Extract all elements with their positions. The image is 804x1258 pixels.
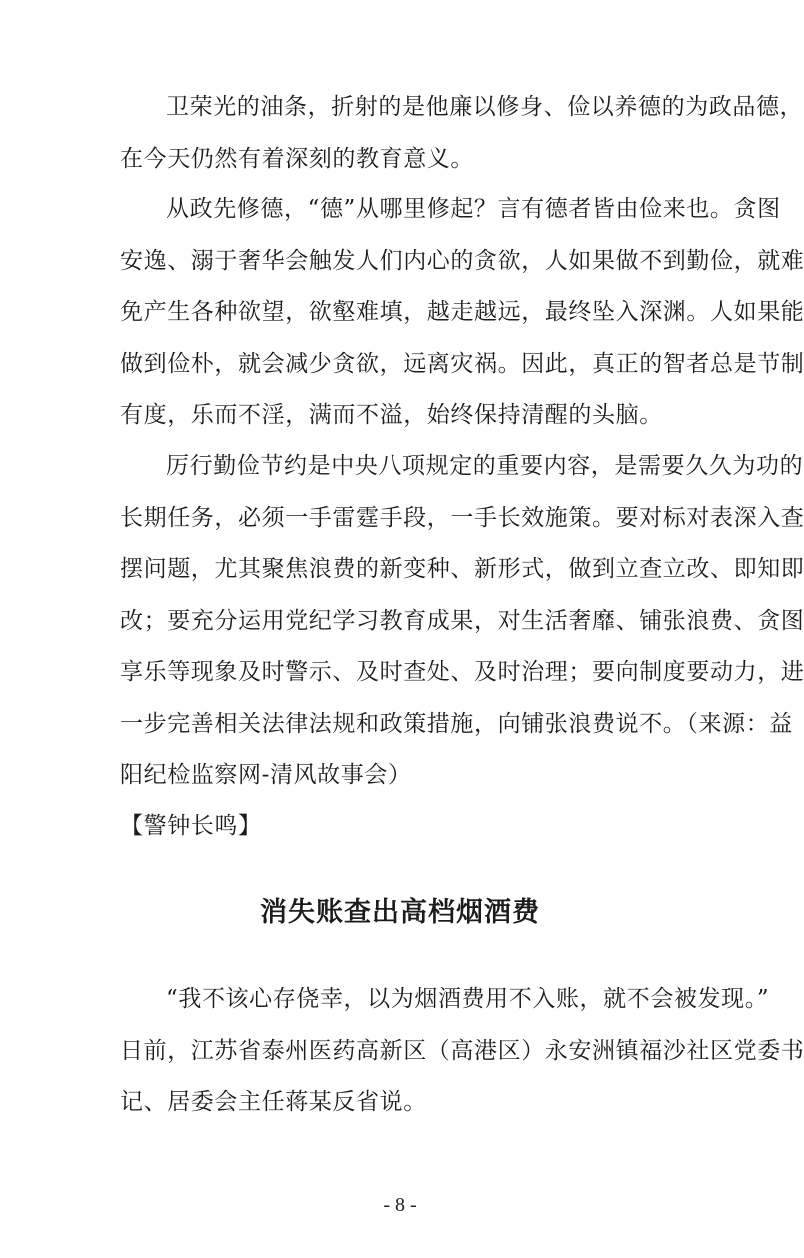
paragraph-line: 一步完善相关法律法规和政策措施，向铺张浪费说不。（来源：益 bbox=[120, 710, 793, 737]
paragraph-line: 做到俭朴，就会减少贪欲，远离灾祸。因此，真正的智者总是节制 bbox=[120, 350, 804, 377]
paragraph-line: 改；要充分运用党纪学习教育成果，对生活奢靡、铺张浪费、贪图 bbox=[120, 607, 804, 634]
paragraph-line: 在今天仍然有着深刻的教育意义。 bbox=[120, 145, 474, 172]
page-number: - 8 - bbox=[383, 1194, 417, 1216]
paragraph-line: 免产生各种欲望，欲壑难填，越走越远，最终坠入深渊。人如果能 bbox=[120, 299, 804, 325]
article-paragraph bbox=[120, 974, 804, 1129]
paragraph-line: 摆问题，尤其聚焦浪费的新变种、新形式，做到立查立改、即知即 bbox=[120, 556, 804, 582]
paragraph-line: 从政先修德，“德”从哪里修起？言有德者皆由俭来也。贪图 bbox=[166, 196, 781, 222]
paragraph-line: 厉行勤俭节约是中央八项规定的重要内容，是需要久久为功的 bbox=[166, 453, 804, 479]
paragraph-line: 阳纪检监察网-清风故事会） bbox=[120, 762, 412, 788]
paragraph-line: 日前，江苏省泰州医药高新区（高港区）永安洲镇福沙社区党委书 bbox=[120, 1037, 804, 1064]
section-tag: 【警钟长鸣】 bbox=[120, 813, 262, 839]
paragraph-line: 享乐等现象及时警示、及时查处、及时治理；要向制度要动力，进 bbox=[120, 659, 804, 685]
paragraph-line: 卫荣光的油条，折射的是他廉以修身、俭以养德的为政品德， bbox=[166, 94, 804, 120]
article-title: 消失账查出高档烟酒费 bbox=[260, 897, 540, 928]
paragraph-1 bbox=[120, 82, 804, 185]
paragraph-line: 长期任务，必须一手雷霆手段，一手长效施策。要对标对表深入查 bbox=[120, 504, 804, 531]
paragraph-line: 记、居委会主任蒋某反省说。 bbox=[120, 1089, 427, 1115]
paragraph-line: 有度，乐而不淫，满而不溢，始终保持清醒的头脑。 bbox=[120, 402, 663, 428]
paragraph-line: 安逸、溺于奢华会触发人们内心的贪欲，人如果做不到勤俭，就难 bbox=[120, 247, 804, 274]
paragraph-line: “我不该心存侥幸，以为烟酒费用不入账，就不会被发现。” bbox=[166, 986, 770, 1012]
paragraph-3 bbox=[120, 441, 804, 802]
paragraph-2 bbox=[120, 184, 804, 442]
